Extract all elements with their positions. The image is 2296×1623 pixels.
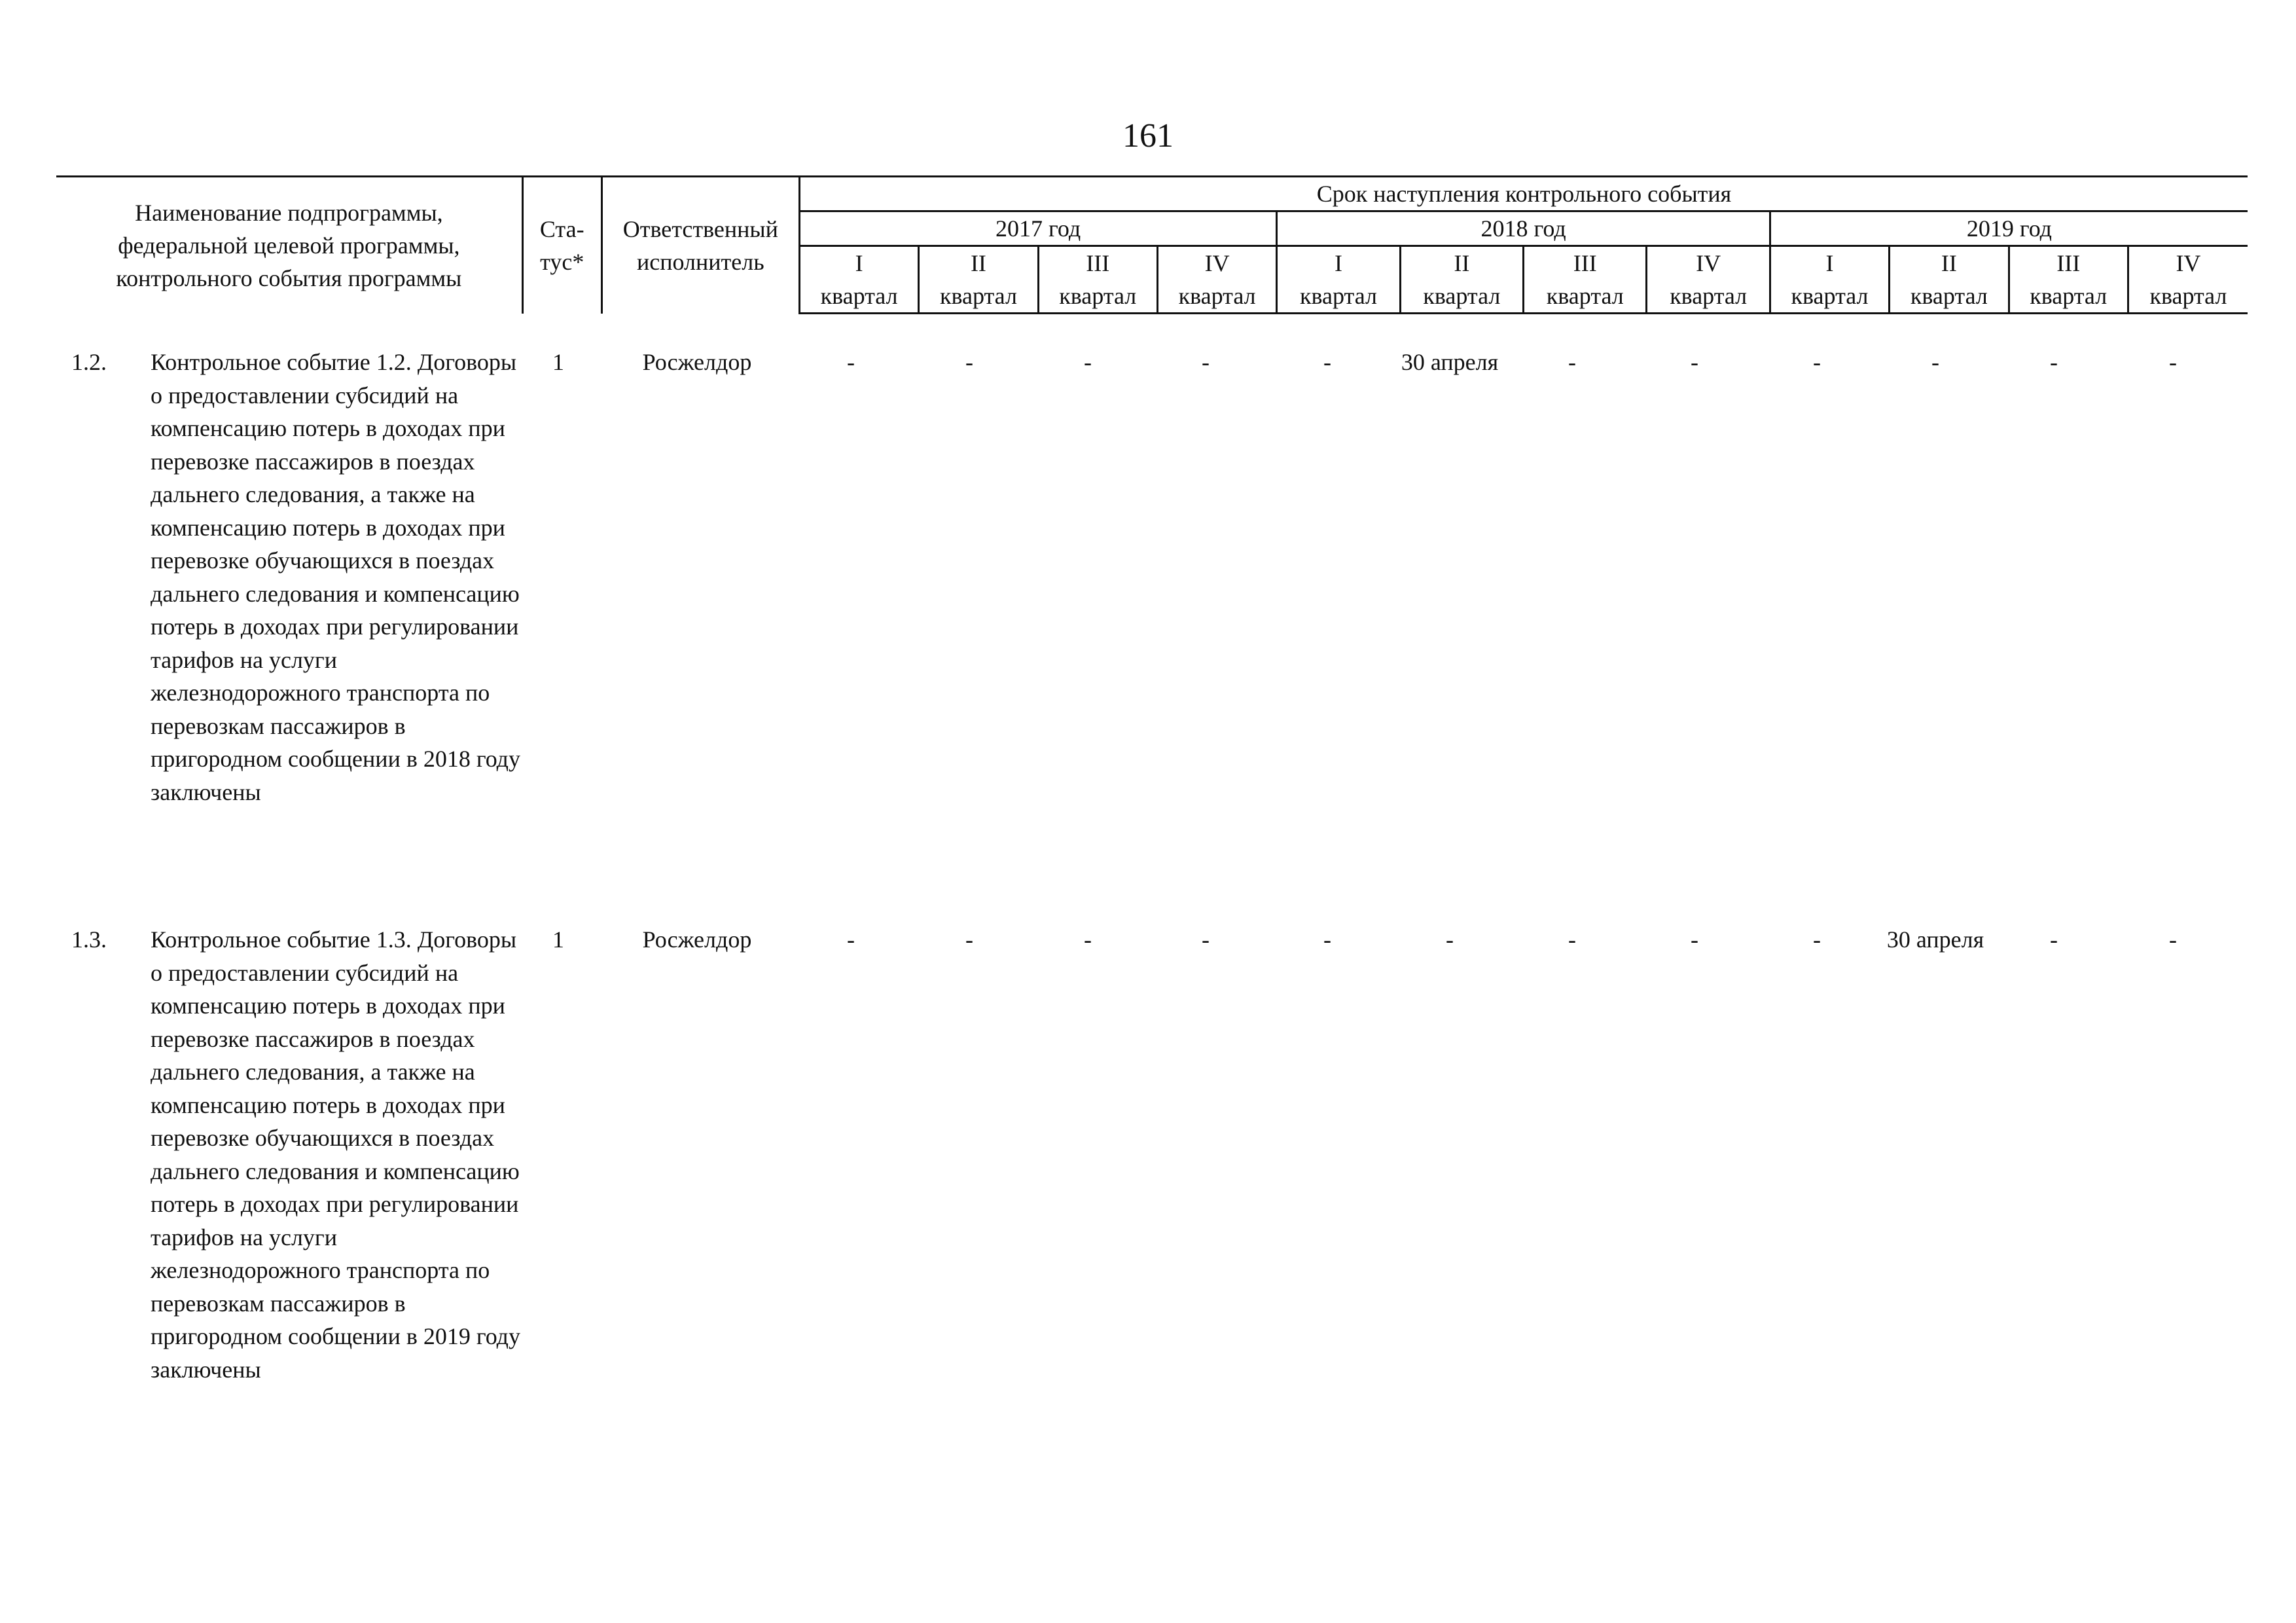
row-responsible: Росжелдор (642, 349, 752, 375)
quarter-value: - (1202, 349, 1210, 375)
header-quarter-numeral: IV (2128, 246, 2248, 280)
header-name: Наименование подпрограммы, федеральной целевой программы, контрольного события программы (56, 177, 522, 314)
quarter-value: - (965, 926, 973, 953)
quarter-value: - (1323, 926, 1331, 953)
header-quarter-numeral: III (1524, 246, 1647, 280)
quarter-value: - (847, 349, 855, 375)
header-quarter-word: квартал (1524, 280, 1647, 314)
quarter-value: - (1202, 926, 1210, 953)
header-quarter-numeral: IV (1157, 246, 1276, 280)
quarter-value: 30 апреля (1886, 926, 1984, 953)
quarter-value: - (1568, 926, 1576, 953)
header-quarter-numeral: I (1277, 246, 1400, 280)
quarter-value: - (1323, 349, 1331, 375)
header-quarter-numeral: IV (1647, 246, 1770, 280)
quarter-value: - (1691, 349, 1698, 375)
row-number: 1.2. (71, 349, 107, 375)
quarter-value: - (1691, 926, 1698, 953)
header-responsible-line2: исполнитель (636, 248, 764, 275)
event-name: Контрольное событие 1.3. Договоры о предоставлении субсидий на компенсацию потерь в доходах при перевозке пассажиров в поездах дальнего следования, а также на компенсацию потерь в доходах при перевозке обучающихся в поездах дальнего следования и компенсацию потерь в доходах при регулировании тарифов на услуги железнодорожного транспорта по перевозкам пассажиров в пригородном сообщении в 2019 году заключены (151, 926, 520, 1383)
quarter-value: - (1568, 349, 1576, 375)
quarter-value: - (2050, 349, 2058, 375)
quarter-value: - (1813, 349, 1821, 375)
quarter-value: - (1446, 926, 1454, 953)
header-quarter-word: квартал (2009, 280, 2128, 314)
header-quarter-numeral: II (919, 246, 1038, 280)
quarter-value: - (2050, 926, 2058, 953)
header-quarter-word: квартал (919, 280, 1038, 314)
table-header (56, 175, 2248, 314)
header-year-2017: 2017 год (799, 211, 1276, 246)
header-responsible-line1: Ответственный (622, 215, 778, 242)
row-status: 1 (552, 349, 564, 375)
header-quarter-word: квартал (2128, 280, 2248, 314)
header-quarter-word: квартал (1400, 280, 1523, 314)
header-quarter-numeral: I (1770, 246, 1889, 280)
quarter-value: - (965, 349, 973, 375)
header-quarter-numeral: I (799, 246, 918, 280)
header-quarter-word: квартал (1157, 280, 1276, 314)
header-quarter-numeral: III (1038, 246, 1157, 280)
quarter-value: - (1084, 349, 1092, 375)
quarter-value: - (847, 926, 855, 953)
quarter-value: - (2169, 926, 2177, 953)
quarter-value: - (1931, 349, 1939, 375)
header-status-line2: тус* (540, 248, 584, 275)
header-year-2019: 2019 год (1770, 211, 2248, 246)
quarter-value: - (2169, 349, 2177, 375)
quarter-value: - (1813, 926, 1821, 953)
header-deadline-title: Срок наступления контрольного события (799, 177, 2248, 211)
header-quarter-word: квартал (1647, 280, 1770, 314)
page-number: 161 (1122, 117, 1174, 155)
header-quarter-word: квартал (1890, 280, 2009, 314)
header-quarter-word: квартал (1277, 280, 1400, 314)
quarter-value: - (1084, 926, 1092, 953)
header-quarter-word: квартал (799, 280, 918, 314)
row-status: 1 (552, 926, 564, 953)
header-responsible (601, 177, 799, 314)
event-name: Контрольное событие 1.2. Договоры о предоставлении субсидий на компенсацию потерь в доходах при перевозке пассажиров в поездах дальнего следования, а также на компенсацию потерь в доходах при перевозке обучающихся в поездах дальнего следования и компенсацию потерь в доходах при регулировании тарифов на услуги железнодорожного транспорта по перевозкам пассажиров в пригородном сообщении в 2018 году заключены (151, 349, 520, 805)
header-status (522, 177, 601, 314)
header-quarter-word: квартал (1770, 280, 1889, 314)
header-quarter-numeral: III (2009, 246, 2128, 280)
header-year-2018: 2018 год (1277, 211, 1770, 246)
header-quarter-word: квартал (1038, 280, 1157, 314)
header-quarter-numeral: II (1890, 246, 2009, 280)
header-quarter-numeral: II (1400, 246, 1523, 280)
quarter-value: 30 апреля (1401, 349, 1499, 375)
header-status-line1: Ста- (539, 215, 584, 242)
row-number: 1.3. (71, 926, 107, 953)
row-responsible: Росжелдор (642, 926, 752, 953)
